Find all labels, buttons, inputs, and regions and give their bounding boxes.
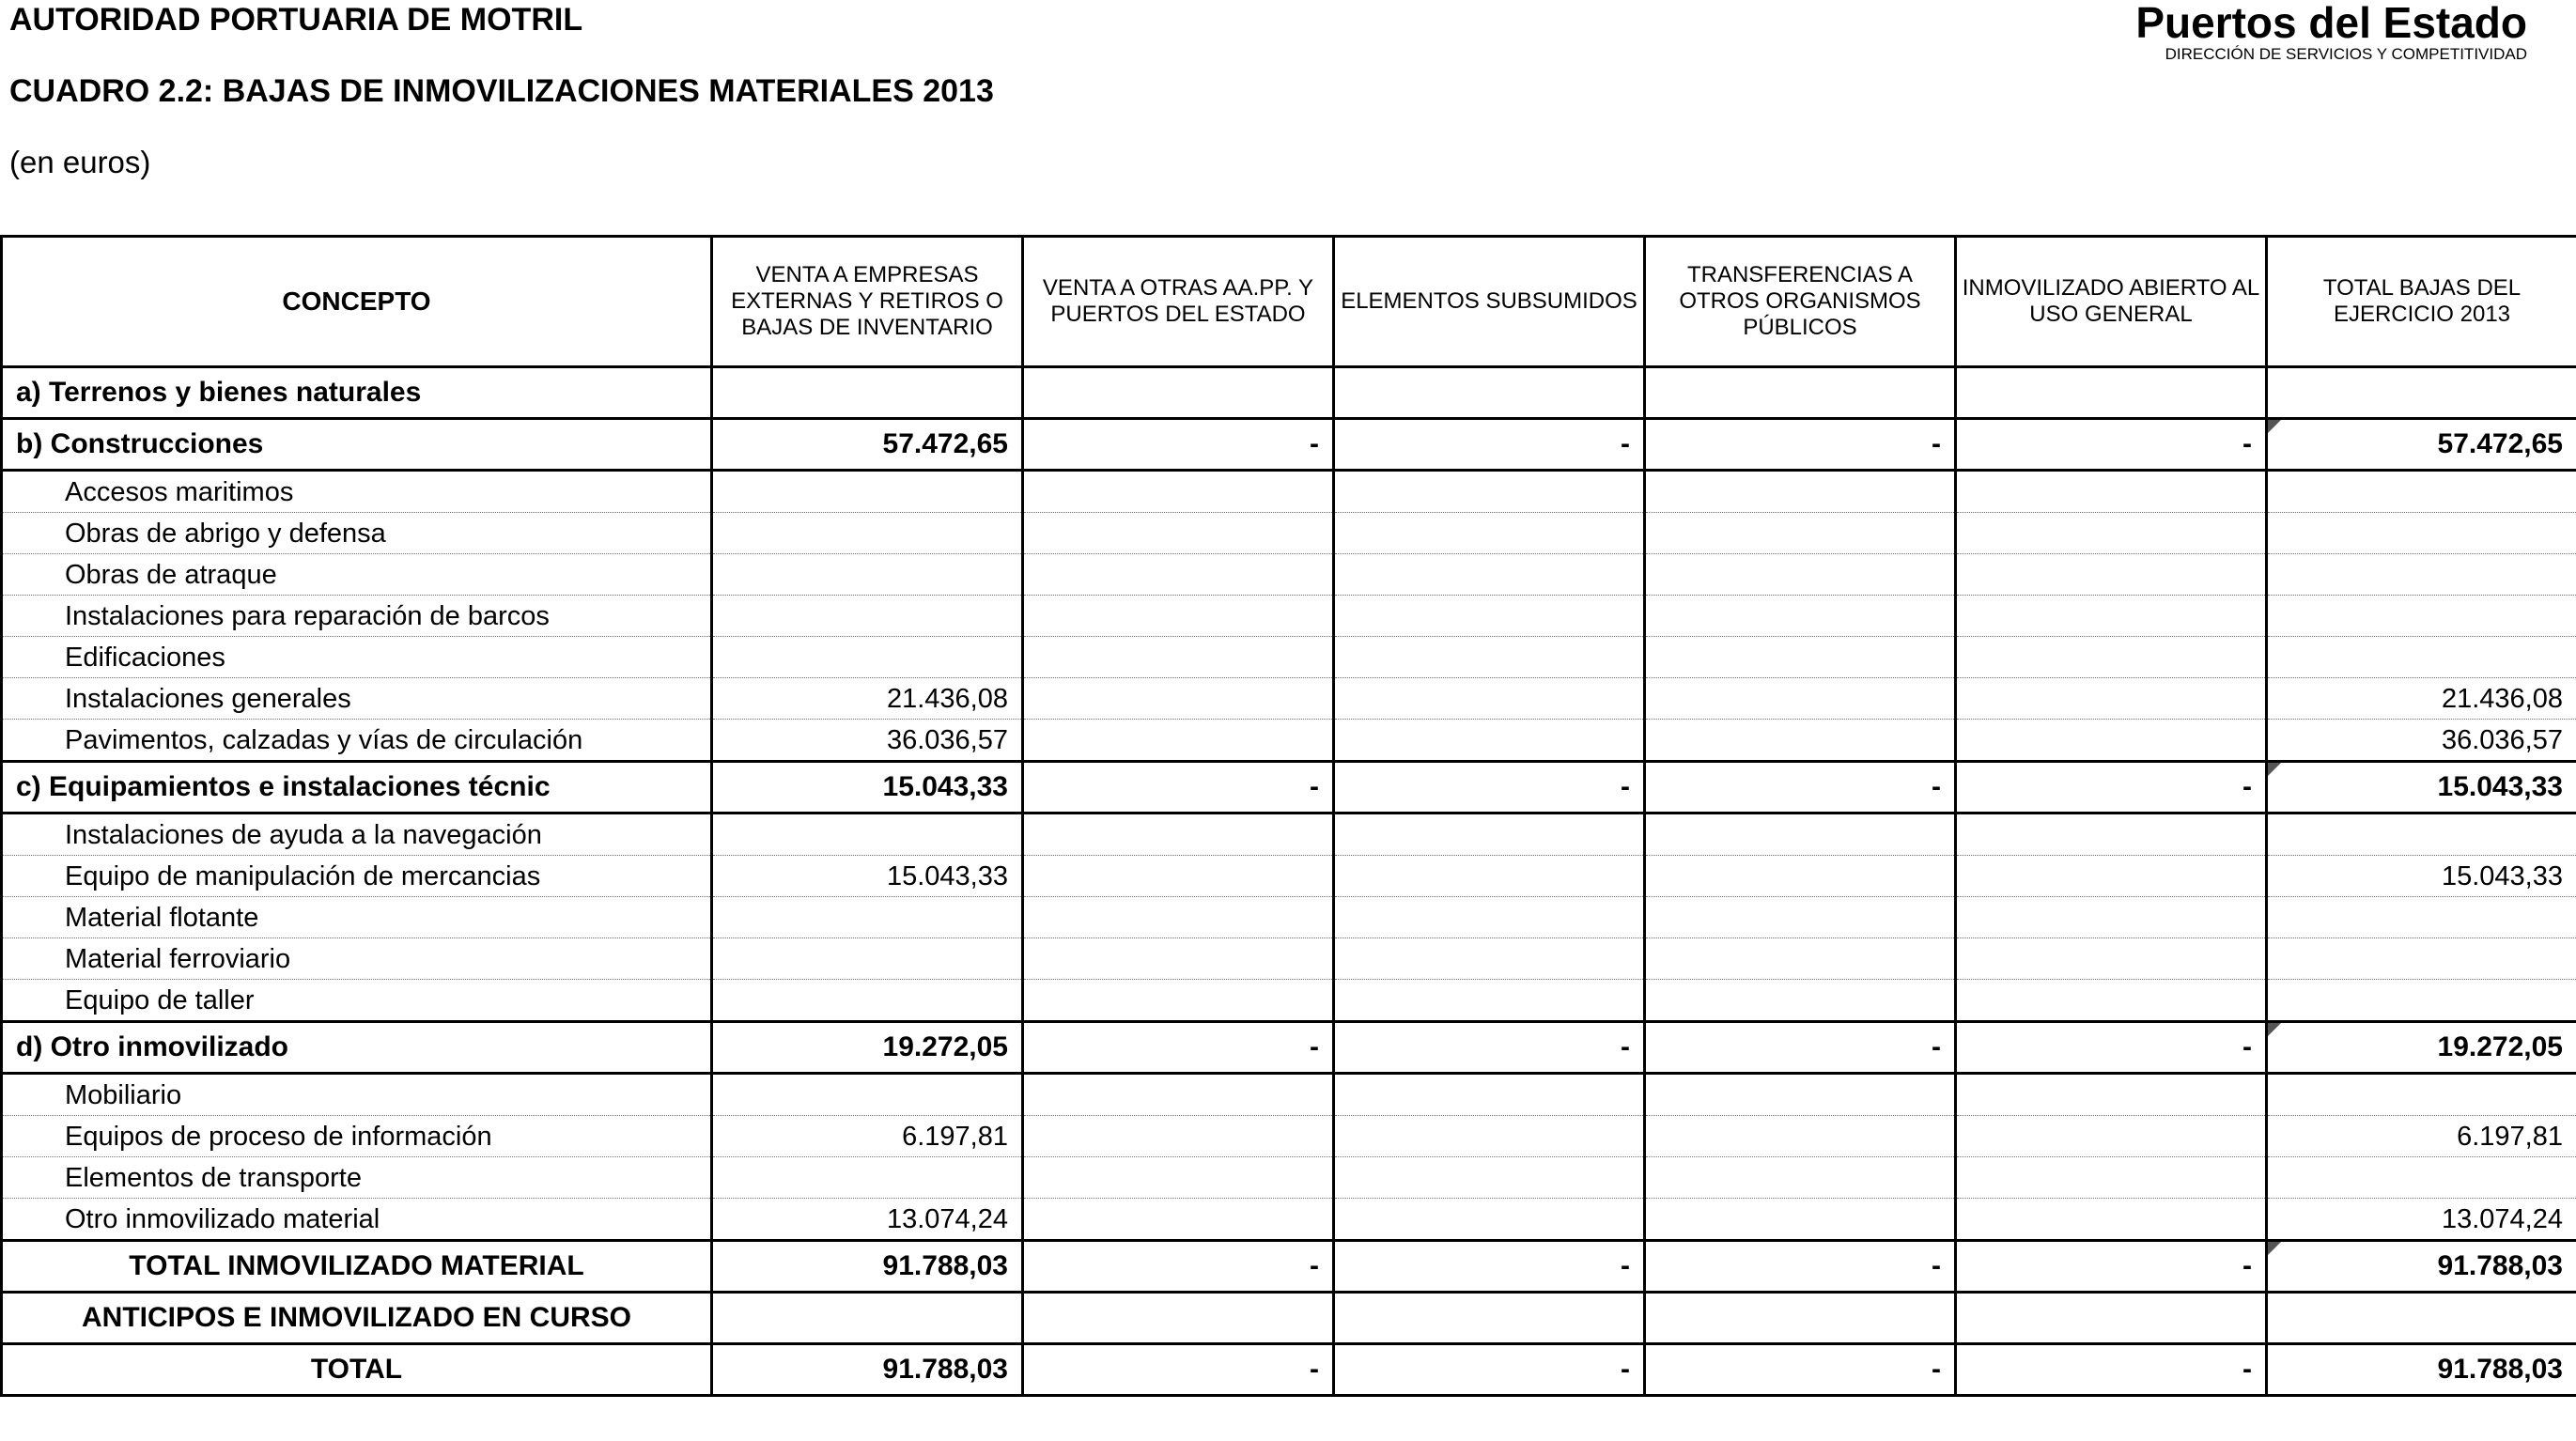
value-text: -	[1621, 1031, 1630, 1062]
value-text: -	[1932, 1031, 1941, 1062]
value-cell	[1645, 596, 1956, 637]
value-cell	[1334, 1074, 1645, 1116]
value-cell	[1645, 678, 1956, 720]
value-cell	[1023, 1022, 1334, 1074]
table-body	[2, 367, 2576, 1396]
value-cell	[712, 678, 1023, 720]
value-text: 15.043,33	[2441, 860, 2563, 891]
value-cell	[1334, 678, 1645, 720]
value-cell	[1334, 1241, 1645, 1293]
value-cell	[1023, 720, 1334, 762]
value-text: -	[1621, 1250, 1630, 1281]
value-cell	[1645, 1241, 1956, 1293]
value-text: -	[1621, 428, 1630, 459]
value-cell	[1023, 596, 1334, 637]
total-cell	[2267, 1157, 2576, 1199]
concept-cell: Obras de atraque	[2, 554, 712, 596]
total-cell	[2267, 762, 2576, 813]
value-cell	[1023, 367, 1334, 419]
value-cell	[1334, 554, 1645, 596]
value-text: -	[1310, 1354, 1319, 1385]
value-cell	[1645, 1293, 1956, 1344]
value-cell	[1023, 513, 1334, 554]
concept-cell: Instalaciones de ayuda a la navegación	[2, 813, 712, 856]
value-text: 36.036,57	[886, 724, 1008, 755]
concept-cell: Accesos maritimos	[2, 471, 712, 513]
value-cell	[712, 980, 1023, 1022]
value-cell	[1645, 637, 1956, 678]
table-row-item	[2, 720, 2576, 762]
table-row-item	[2, 596, 2576, 637]
concept-cell: b) Construcciones	[2, 419, 712, 471]
units-note: (en euros)	[9, 145, 151, 179]
value-cell	[1023, 856, 1334, 897]
column-header-general-use: INMOVILIZADO ABIERTO AL USO GENERAL	[1956, 237, 2267, 367]
value-cell	[1334, 513, 1645, 554]
value-cell	[1334, 367, 1645, 419]
value-cell	[1956, 637, 2267, 678]
table-row-item	[2, 813, 2576, 856]
value-text: 91.788,03	[2437, 1250, 2563, 1281]
column-header-total: TOTAL BAJAS DEL EJERCICIO 2013	[2267, 237, 2576, 367]
value-cell	[1334, 1022, 1645, 1074]
value-cell	[712, 1157, 1023, 1199]
table-row-category	[2, 419, 2576, 471]
disposals-table	[0, 235, 2576, 1397]
value-cell	[1334, 471, 1645, 513]
value-text: -	[2242, 771, 2252, 802]
header-row	[2, 237, 2576, 367]
value-cell	[1023, 1116, 1334, 1157]
table-row-item	[2, 1074, 2576, 1116]
value-cell	[1023, 471, 1334, 513]
value-cell	[1645, 471, 1956, 513]
column-header-external-sales: VENTA A EMPRESAS EXTERNAS Y RETIROS O BAJAS DE INVENTARIO	[712, 237, 1023, 367]
value-text: -	[2242, 1354, 2252, 1385]
table-row-item	[2, 1199, 2576, 1241]
column-header-concept: CONCEPTO	[2, 237, 712, 367]
value-text: 15.043,33	[882, 771, 1008, 802]
concept-cell: TOTAL	[2, 1344, 712, 1396]
brand-name: Puertos del Estado	[2135, 0, 2527, 47]
concept-cell: Obras de abrigo y defensa	[2, 513, 712, 554]
concept-cell: Material flotante	[2, 897, 712, 938]
concept-cell: a) Terrenos y bienes naturales	[2, 367, 712, 419]
value-cell	[1956, 938, 2267, 980]
value-text: 21.436,08	[886, 683, 1008, 714]
concept-cell: d) Otro inmovilizado	[2, 1022, 712, 1074]
table-row-item	[2, 938, 2576, 980]
value-cell	[1956, 1344, 2267, 1396]
value-cell	[1956, 1116, 2267, 1157]
value-cell	[1645, 513, 1956, 554]
value-cell	[712, 720, 1023, 762]
brand-subtitle: DIRECCIÓN DE SERVICIOS Y COMPETITIVIDAD	[2165, 45, 2527, 63]
value-cell	[1956, 897, 2267, 938]
total-cell	[2267, 938, 2576, 980]
value-cell	[712, 1241, 1023, 1293]
value-cell	[1023, 813, 1334, 856]
value-text: -	[1932, 771, 1941, 802]
concept-cell: Equipos de proceso de información	[2, 1116, 712, 1157]
total-cell	[2267, 1199, 2576, 1241]
value-cell	[1334, 1116, 1645, 1157]
value-cell	[1956, 1157, 2267, 1199]
total-cell	[2267, 980, 2576, 1022]
value-text: -	[1621, 1354, 1630, 1385]
value-cell	[712, 1293, 1023, 1344]
concept-cell: TOTAL INMOVILIZADO MATERIAL	[2, 1241, 712, 1293]
value-cell	[1956, 856, 2267, 897]
value-cell	[1956, 813, 2267, 856]
total-cell	[2267, 471, 2576, 513]
total-cell	[2267, 367, 2576, 419]
value-cell	[1645, 1199, 1956, 1241]
table-row-total	[2, 1293, 2576, 1344]
total-cell	[2267, 720, 2576, 762]
value-text: 57.472,65	[2437, 428, 2563, 459]
total-cell	[2267, 1074, 2576, 1116]
value-cell	[1334, 938, 1645, 980]
total-cell	[2267, 637, 2576, 678]
value-cell	[1645, 980, 1956, 1022]
value-cell	[712, 856, 1023, 897]
value-cell	[712, 471, 1023, 513]
total-cell	[2267, 513, 2576, 554]
value-text: -	[1310, 428, 1319, 459]
total-cell	[2267, 1116, 2576, 1157]
value-text: -	[2242, 1250, 2252, 1281]
value-cell	[712, 554, 1023, 596]
value-text: -	[1932, 1354, 1941, 1385]
concept-cell: Equipo de taller	[2, 980, 712, 1022]
concept-cell: Elementos de transporte	[2, 1157, 712, 1199]
table-row-item	[2, 897, 2576, 938]
value-cell	[1334, 596, 1645, 637]
concept-cell: Edificaciones	[2, 637, 712, 678]
comment-marker-icon	[2268, 420, 2281, 433]
concept-cell: Equipo de manipulación de mercancias	[2, 856, 712, 897]
value-text: 36.036,57	[2441, 724, 2563, 755]
value-cell	[712, 1074, 1023, 1116]
table-row-category	[2, 1022, 2576, 1074]
table-row-item	[2, 678, 2576, 720]
value-text: 6.197,81	[2457, 1121, 2563, 1152]
comment-marker-icon	[2268, 1242, 2281, 1255]
table-row-category	[2, 367, 2576, 419]
table-row-item	[2, 471, 2576, 513]
value-cell	[712, 637, 1023, 678]
value-cell	[1956, 471, 2267, 513]
column-header-transfers: TRANSFERENCIAS A OTROS ORGANISMOS PÚBLICOS	[1645, 237, 1956, 367]
value-cell	[1956, 596, 2267, 637]
value-cell	[1956, 419, 2267, 471]
table-row-item	[2, 637, 2576, 678]
value-cell	[712, 596, 1023, 637]
value-cell	[1956, 1074, 2267, 1116]
value-cell	[1023, 1293, 1334, 1344]
value-cell	[1956, 513, 2267, 554]
value-cell	[1334, 637, 1645, 678]
value-text: -	[1621, 771, 1630, 802]
total-cell	[2267, 554, 2576, 596]
total-cell	[2267, 1344, 2576, 1396]
value-text: -	[2242, 428, 2252, 459]
value-text: 91.788,03	[2437, 1354, 2563, 1385]
value-cell	[1023, 1241, 1334, 1293]
value-cell	[712, 897, 1023, 938]
concept-cell: c) Equipamientos e instalaciones técnic	[2, 762, 712, 813]
table-row-item	[2, 1116, 2576, 1157]
value-cell	[1956, 1293, 2267, 1344]
organization-name: AUTORIDAD PORTUARIA DE MOTRIL	[9, 2, 583, 38]
value-text: -	[1932, 1250, 1941, 1281]
value-text: 19.272,05	[882, 1031, 1008, 1062]
value-cell	[1956, 367, 2267, 419]
value-cell	[1023, 419, 1334, 471]
value-text: 13.074,24	[886, 1203, 1008, 1234]
concept-cell: Material ferroviario	[2, 938, 712, 980]
value-cell	[1023, 1157, 1334, 1199]
total-cell	[2267, 1293, 2576, 1344]
value-text: 6.197,81	[902, 1121, 1008, 1152]
value-text: 13.074,24	[2441, 1203, 2563, 1234]
value-cell	[1023, 1344, 1334, 1396]
value-cell	[1645, 720, 1956, 762]
value-cell	[1334, 1344, 1645, 1396]
value-cell	[1334, 897, 1645, 938]
value-cell	[1334, 980, 1645, 1022]
concept-cell: ANTICIPOS E INMOVILIZADO EN CURSO	[2, 1293, 712, 1344]
value-text: 19.272,05	[2437, 1031, 2563, 1062]
value-cell	[1023, 938, 1334, 980]
value-cell	[1023, 678, 1334, 720]
concept-cell: Mobiliario	[2, 1074, 712, 1116]
value-cell	[712, 513, 1023, 554]
value-cell	[1645, 419, 1956, 471]
value-cell	[1023, 762, 1334, 813]
value-cell	[1023, 1199, 1334, 1241]
value-cell	[1956, 554, 2267, 596]
value-text: 57.472,65	[882, 428, 1008, 459]
total-cell	[2267, 1241, 2576, 1293]
table-row-item	[2, 856, 2576, 897]
value-text: -	[1310, 1031, 1319, 1062]
value-cell	[1645, 1157, 1956, 1199]
value-cell	[1956, 980, 2267, 1022]
value-cell	[1645, 1022, 1956, 1074]
concept-cell: Instalaciones generales	[2, 678, 712, 720]
value-cell	[712, 367, 1023, 419]
value-text: 91.788,03	[882, 1250, 1008, 1281]
value-cell	[1023, 554, 1334, 596]
value-cell	[1645, 813, 1956, 856]
table-row-item	[2, 1157, 2576, 1199]
concept-cell: Pavimentos, calzadas y vías de circulación	[2, 720, 712, 762]
value-cell	[1956, 762, 2267, 813]
value-cell	[712, 1344, 1023, 1396]
table-row-category	[2, 762, 2576, 813]
table-row-total	[2, 1344, 2576, 1396]
value-cell	[1334, 1199, 1645, 1241]
value-cell	[1956, 1241, 2267, 1293]
value-cell	[1334, 856, 1645, 897]
value-text: 91.788,03	[882, 1354, 1008, 1385]
value-cell	[1645, 1344, 1956, 1396]
value-cell	[1334, 720, 1645, 762]
total-cell	[2267, 678, 2576, 720]
concept-cell: Otro inmovilizado material	[2, 1199, 712, 1241]
value-cell	[1334, 1293, 1645, 1344]
value-cell	[1023, 980, 1334, 1022]
comment-marker-icon	[2268, 1023, 2281, 1036]
total-cell	[2267, 856, 2576, 897]
value-text: -	[1310, 1250, 1319, 1281]
value-cell	[1645, 938, 1956, 980]
value-cell	[712, 419, 1023, 471]
value-cell	[712, 1022, 1023, 1074]
value-cell	[712, 1199, 1023, 1241]
value-cell	[1645, 762, 1956, 813]
brand-logo	[2135, 0, 2527, 64]
concept-cell: Instalaciones para reparación de barcos	[2, 596, 712, 637]
value-cell	[1645, 1116, 1956, 1157]
value-cell	[1645, 1074, 1956, 1116]
value-cell	[1645, 367, 1956, 419]
value-cell	[1956, 678, 2267, 720]
column-header-public-sales: VENTA A OTRAS AA.PP. Y PUERTOS DEL ESTADO	[1023, 237, 1334, 367]
value-cell	[1334, 1157, 1645, 1199]
value-text: 15.043,33	[886, 860, 1008, 891]
comment-marker-icon	[2268, 763, 2281, 776]
value-text: 21.436,08	[2441, 683, 2563, 714]
value-cell	[1956, 1199, 2267, 1241]
table-row-item	[2, 513, 2576, 554]
value-cell	[1023, 1074, 1334, 1116]
value-text: -	[2242, 1031, 2252, 1062]
value-text: -	[1310, 771, 1319, 802]
total-cell	[2267, 419, 2576, 471]
table-title: CUADRO 2.2: BAJAS DE INMOVILIZACIONES MATERIALES 2013	[9, 73, 994, 109]
value-cell	[1645, 856, 1956, 897]
value-cell	[1334, 419, 1645, 471]
column-header-subsumed: ELEMENTOS SUBSUMIDOS	[1334, 237, 1645, 367]
total-cell	[2267, 897, 2576, 938]
value-cell	[712, 813, 1023, 856]
value-cell	[1956, 720, 2267, 762]
value-cell	[1645, 897, 1956, 938]
value-cell	[1645, 554, 1956, 596]
total-cell	[2267, 813, 2576, 856]
total-cell	[2267, 596, 2576, 637]
value-cell	[1956, 1022, 2267, 1074]
value-cell	[1023, 897, 1334, 938]
total-cell	[2267, 1022, 2576, 1074]
value-text: 15.043,33	[2437, 771, 2563, 802]
table-row-item	[2, 980, 2576, 1022]
table-row-total	[2, 1241, 2576, 1293]
value-cell	[712, 938, 1023, 980]
table-row-item	[2, 554, 2576, 596]
value-cell	[1023, 637, 1334, 678]
value-cell	[712, 762, 1023, 813]
value-text: -	[1932, 428, 1941, 459]
value-cell	[1334, 762, 1645, 813]
value-cell	[1334, 813, 1645, 856]
value-cell	[712, 1116, 1023, 1157]
